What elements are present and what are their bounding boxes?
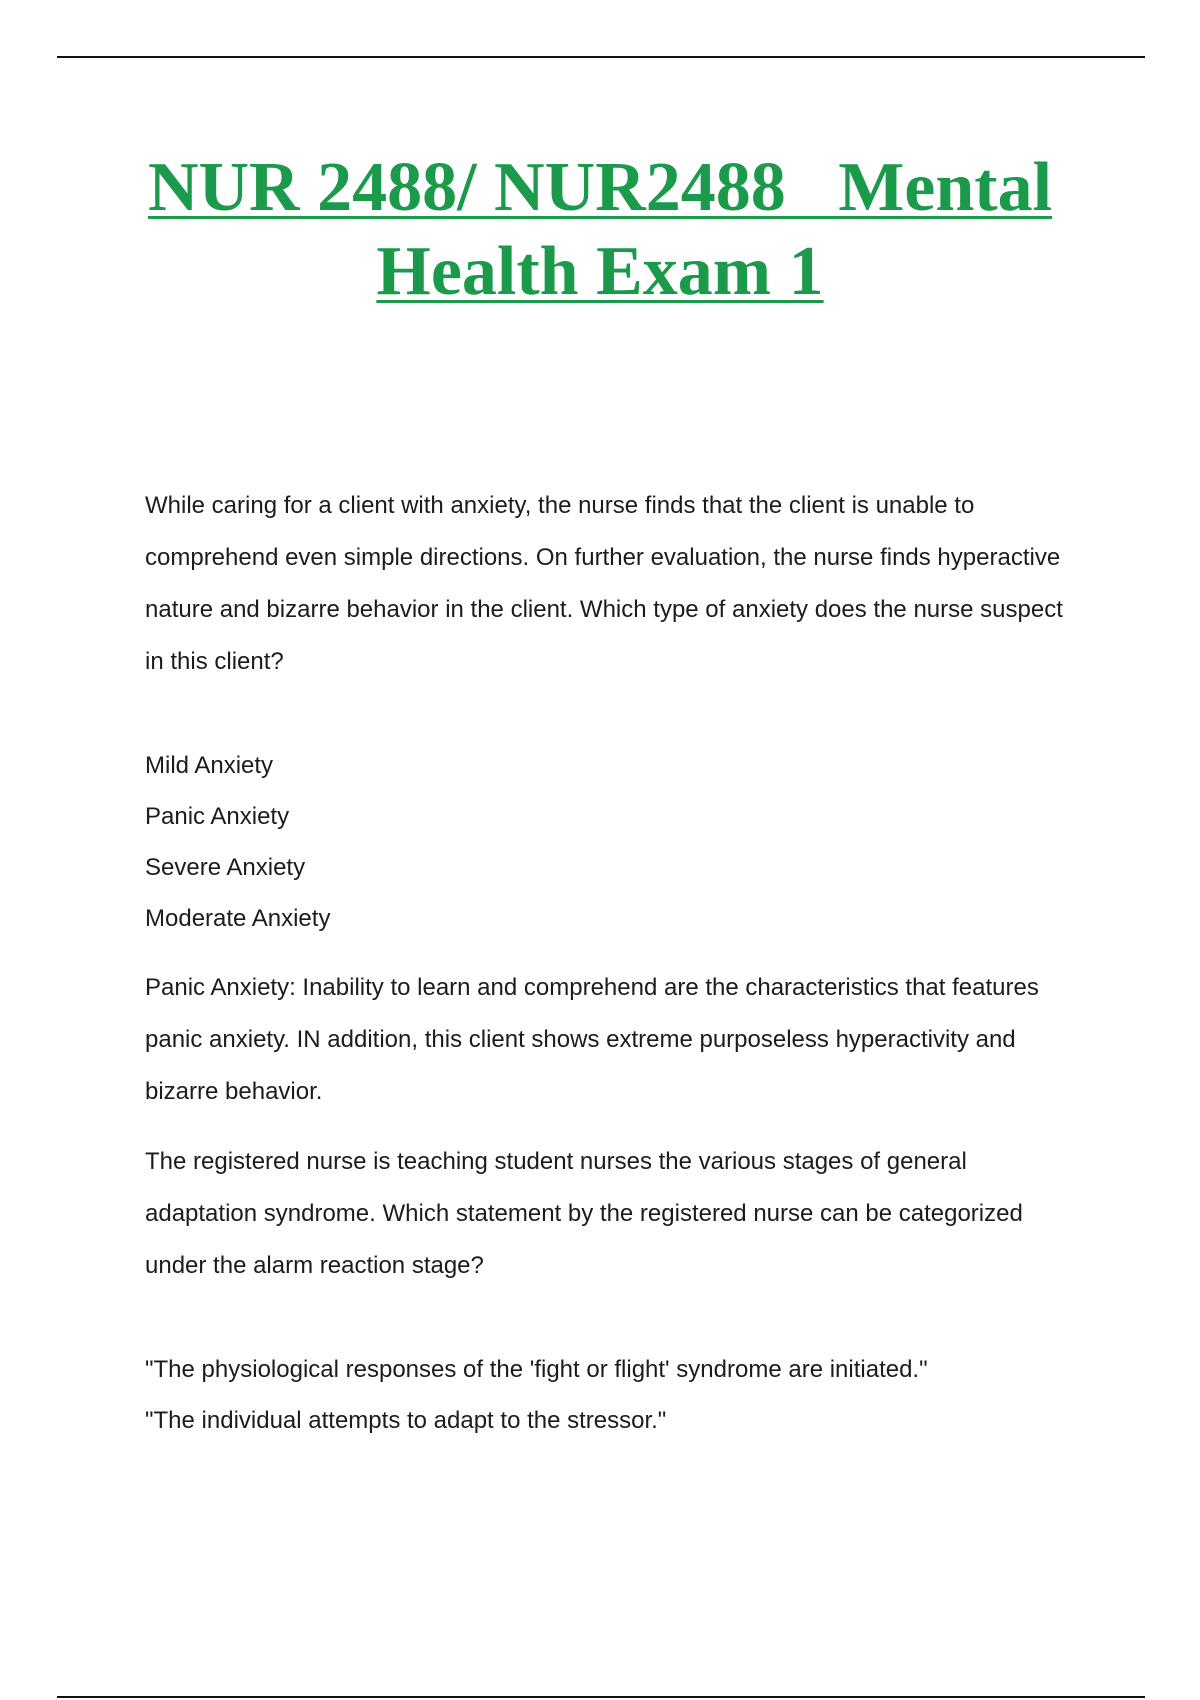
answer-option: "The individual attempts to adapt to the stressor." — [145, 1407, 667, 1434]
top-divider — [57, 56, 1145, 58]
question-text: While caring for a client with anxiety, the nurse finds that the client is unable to comprehend even simple directions. On further evaluation, the nurse finds hyperactive nature and bizarre behavior in the client. Which type of anxiety does the nurse suspect in this client? — [145, 492, 1063, 675]
answer-option: Moderate Anxiety — [145, 905, 331, 932]
question-text: The registered nurse is teaching student nurses the various stages of general adaptation syndrome. Which statement by the registered nurse can be categorized under the alarm reaction stage? — [145, 1148, 1023, 1279]
title-line-2: Health Exam 1 — [376, 233, 824, 310]
bottom-divider — [57, 1696, 1145, 1698]
answer-option: Mild Anxiety — [145, 752, 274, 779]
answer-option: Panic Anxiety — [145, 803, 290, 830]
answer-explanation: Panic Anxiety: Inability to learn and comprehend are the characteristics that features panic anxiety. IN addition, this client shows extreme purposeless hyperactivity and bizarre behavior. — [145, 974, 1039, 1105]
answer-option: "The physiological responses of the 'fight or flight' syndrome are initiated." — [145, 1356, 928, 1383]
question-block-2 — [145, 1136, 1085, 1446]
answer-option: Severe Anxiety — [145, 854, 306, 881]
exam-content — [145, 480, 1085, 1446]
page-title — [100, 146, 1100, 314]
title-line-1: NUR 2488/ NUR2488 Mental — [147, 149, 1053, 226]
answer-options — [145, 740, 1085, 944]
answer-options — [145, 1344, 1085, 1446]
question-block-1 — [145, 480, 1085, 1118]
